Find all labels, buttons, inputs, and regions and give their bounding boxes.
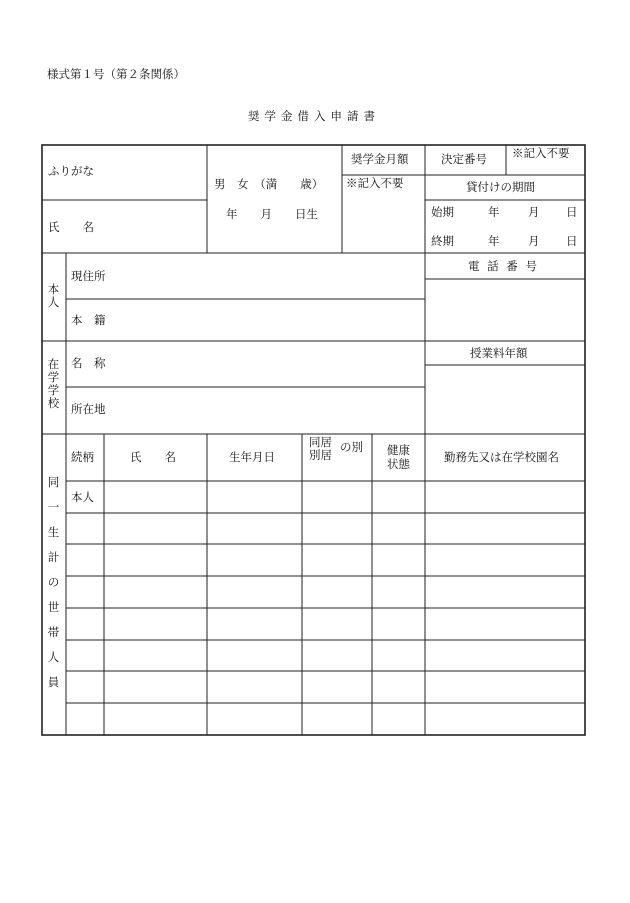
period-start-label: 始期: [431, 205, 454, 219]
year-label: 年: [488, 205, 500, 219]
cohabit-header-suffix: の別: [340, 440, 363, 454]
birthdate-label: 年 月 日生: [226, 207, 318, 221]
workplace-header: 勤務先又は在学校園名: [444, 450, 559, 464]
birthdate-header: 生年月日: [229, 450, 275, 464]
health-header-bottom: 状態: [387, 457, 410, 471]
school-section-label: 在学学校: [47, 357, 60, 410]
address-label: 現住所: [71, 269, 106, 283]
form-number-label: 様式第１号（第２条関係）: [47, 67, 185, 81]
year-label: 年: [488, 234, 500, 248]
day-label: 日: [566, 205, 578, 219]
decision-number-label: 決定番号: [441, 152, 487, 166]
furigana-label: ふりがな: [48, 164, 94, 178]
school-location-label: 所在地: [71, 402, 106, 416]
name-label: 氏 名: [48, 220, 94, 234]
member-name-header: 氏 名: [130, 450, 176, 464]
health-header-top: 健康: [387, 443, 410, 457]
cohabit-header-top: 同居: [309, 435, 332, 449]
gender-age-label: 男 女 （満 歳）: [214, 177, 324, 191]
day-label: 日: [566, 234, 578, 248]
monthly-amount-label: 奨学金月額: [351, 152, 409, 166]
household-section-label: 同一生計の世帯人員: [47, 475, 60, 689]
month-label: 月: [528, 205, 540, 219]
domicile-label: 本 籍: [71, 313, 106, 327]
member-relation: 本人: [71, 490, 94, 504]
not-required-note: ※記入不要: [512, 146, 570, 160]
school-name-label: 名 称: [71, 356, 106, 370]
cohabit-header-bottom: 別居: [309, 448, 332, 462]
phone-label: 電 話 番 号: [468, 259, 539, 273]
loan-period-label: 貸付けの期間: [466, 180, 535, 194]
relation-header: 続柄: [71, 450, 94, 464]
not-required-note: ※記入不要: [346, 176, 404, 190]
month-label: 月: [528, 234, 540, 248]
period-end-label: 終期: [431, 234, 454, 248]
tuition-label: 授業料年額: [470, 346, 528, 360]
page-title: 奨学金借入申請書: [248, 109, 380, 123]
person-section-label: 本人: [47, 282, 60, 309]
